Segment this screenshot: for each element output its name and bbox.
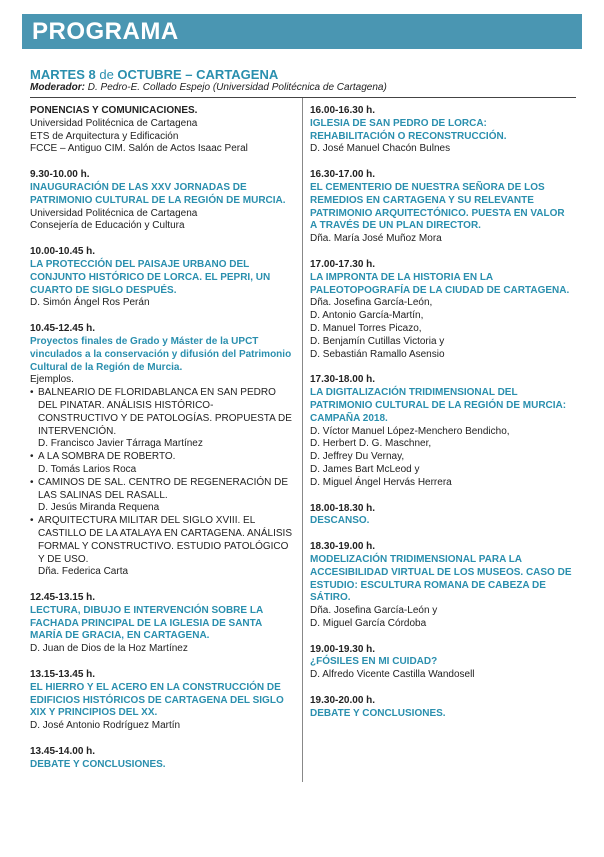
session-speaker: Dña. Josefina García-León,	[310, 297, 433, 309]
project-bullet	[30, 477, 292, 515]
session-speaker: Dña. Josefina García-León y	[310, 605, 438, 617]
session-item	[30, 323, 292, 579]
session-heading: DEBATE Y CONCLUSIONES.	[30, 758, 166, 770]
session-speaker: D. Alfredo Vicente Castilla Wandosell	[310, 669, 475, 681]
session-speaker: D. Antonio García-Martín,	[310, 310, 424, 322]
project-author: D. Tomás Larios Roca	[38, 463, 137, 475]
session-heading: MODELIZACIÓN TRIDIMENSIONAL PARA LA ACCESIBILIDAD VIRTUAL DE LOS MUSEOS. CASO DE ESTUDIO: ESCULTURA ROMANA DE CABEZA DE SÁTIRO.	[310, 553, 572, 604]
session-heading: LA DIGITALIZACIÓN TRIDIMENSIONAL DEL PATRIMONIO CULTURAL DE LA REGIÓN DE MURCIA: CAMPAÑA 2018.	[310, 387, 567, 424]
right-column	[310, 105, 572, 734]
programa-banner: PROGRAMA	[22, 14, 582, 49]
session-heading: EL HIERRO Y EL ACERO EN LA CONSTRUCCIÓN DE EDIFICIOS HISTÓRICOS DE CARTAGENA DEL SIGLO XIX Y PRINCIPIOS DEL XX.	[30, 681, 284, 719]
session-item	[30, 592, 292, 656]
session-time: 18.30-19.00 h.	[310, 541, 376, 553]
venue-line: FCCE – Antiguo CIM. Salón de Actos Isaac Peral	[30, 143, 248, 155]
session-speaker: Consejería de Educación y Cultura	[30, 220, 185, 232]
session-item	[310, 374, 572, 489]
project-author: D. Jesús Miranda Requena	[38, 502, 160, 514]
session-speaker: D. José Manuel Chacón Bulnes	[310, 143, 451, 155]
project-bullet	[30, 515, 292, 579]
project-author: Dña. Federica Carta	[38, 566, 129, 578]
session-speaker: D. Miguel García Córdoba	[310, 617, 427, 629]
venue-line: Universidad Politécnica de Cartagena	[30, 117, 198, 129]
left-column	[30, 105, 292, 785]
session-heading: DESCANSO.	[310, 515, 370, 527]
venue-line: ETS de Arquitectura y Edificación	[30, 130, 179, 142]
session-time: 19.00-19.30 h.	[310, 643, 376, 655]
session-speaker: D. Juan de Dios de la Hoz Martínez	[30, 643, 188, 655]
session-item	[30, 246, 292, 310]
session-item	[310, 259, 572, 361]
session-heading: LA IMPRONTA DE LA HISTORIA EN LA PALEOTOPOGRAFÍA DE LA CIUDAD DE CARTAGENA.	[310, 271, 570, 296]
day-title: MARTES 8 de OCTUBRE – CARTAGENA	[30, 67, 279, 82]
bullet-dot: •	[30, 515, 34, 527]
session-speaker: D. Simón Ángel Ros Perán	[30, 297, 150, 309]
session-heading: DEBATE Y CONCLUSIONES.	[310, 707, 446, 719]
session-speaker: Dña. María José Muñoz Mora	[310, 233, 442, 245]
session-heading: EL CEMENTERIO DE NUESTRA SEÑORA DE LOS REMEDIOS EN CARTAGENA Y SU RELEVANTE PATRIMONIO ARQUITECTÓNICO. PUESTA EN VALOR A TRAVÉS DE UN PLAN DIRECTOR.	[310, 181, 565, 232]
project-title: A LA SOMBRA DE ROBERTO.	[38, 451, 176, 463]
session-speaker: D. Herbert D. G. Maschner,	[310, 438, 432, 450]
session-item	[310, 169, 572, 246]
session-time: 17.30-18.00 h.	[310, 374, 376, 386]
moderator-line: Moderador: D. Pedro-E. Collado Espejo (Universidad Politécnica de Cartagena)	[30, 82, 387, 93]
session-time: 10.00-10.45 h.	[30, 246, 96, 258]
bullet-dot: •	[30, 451, 34, 463]
session-speaker: D. Sebastián Ramallo Asensio	[310, 348, 445, 360]
session-time: 16.30-17.00 h.	[310, 169, 376, 181]
session-item	[30, 746, 292, 772]
session-item	[310, 105, 572, 156]
session-heading: Proyectos finales de Grado y Máster de la UPCT vinculados a la conservación y difusión del Patrimonio Cultural de la Región de Murcia.	[30, 335, 292, 373]
project-bullet	[30, 451, 292, 477]
session-time: 10.45-12.45 h.	[30, 323, 96, 335]
session-heading: LA PROTECCIÓN DEL PAISAJE URBANO DEL CONJUNTO HISTÓRICO DE LORCA. EL PEPRI, UN CUARTO DE SIGLO DESPUÉS.	[30, 258, 271, 296]
session-speaker: D. Víctor Manuel López-Menchero Bendicho,	[310, 425, 510, 437]
session-item	[310, 541, 572, 631]
session-speaker: Universidad Politécnica de Cartagena	[30, 207, 198, 219]
session-speaker: D. Miguel Ángel Hervás Herrera	[310, 476, 452, 488]
session-heading: ¿FÓSILES EN MI CUIDAD?	[310, 656, 438, 668]
project-title: CAMINOS DE SAL. CENTRO DE REGENERACIÓN DE LAS SALINAS DEL RASALL.	[38, 476, 289, 501]
session-item	[310, 503, 572, 529]
session-time: 13.15-13.45 h.	[30, 669, 96, 681]
session-time: 18.00-18.30 h.	[310, 502, 376, 514]
session-speaker: D. José Antonio Rodríguez Martín	[30, 720, 181, 732]
session-item	[30, 169, 292, 233]
session-time: 17.00-17.30 h.	[310, 258, 376, 270]
session-heading: IGLESIA DE SAN PEDRO DE LORCA: REHABILITACIÓN O RECONSTRUCCIÓN.	[310, 117, 507, 142]
bullet-dot: •	[30, 476, 34, 488]
project-author: D. Francisco Javier Tárraga Martínez	[38, 438, 203, 450]
session-time: 16.00-16.30 h.	[310, 105, 376, 116]
session-time: 13.45-14.00 h.	[30, 746, 96, 758]
session-speaker: D. Jeffrey Du Vernay,	[310, 451, 405, 463]
project-title: ARQUITECTURA MILITAR DEL SIGLO XVIII. EL CASTILLO DE LA ATALAYA EN CARTAGENA. ANÁLISIS FORMAL Y CONSTRUCTIVO. ESTUDIO PATOLÓGICO Y DE USO.	[38, 515, 292, 565]
session-item	[30, 669, 292, 733]
project-bullet	[30, 387, 292, 451]
session-heading: LECTURA, DIBUJO E INTERVENCIÓN SOBRE LA FACHADA PRINCIPAL DE LA IGLESIA DE SANTA MARÍA DE GRACIA, EN CARTAGENA.	[30, 604, 263, 642]
session-item	[310, 695, 572, 721]
top-divider	[30, 97, 576, 98]
session-time: 19.30-20.00 h.	[310, 695, 376, 707]
bullet-dot: •	[30, 387, 34, 399]
project-title: BALNEARIO DE FLORIDABLANCA EN SAN PEDRO DEL PINATAR. ANÁLISIS HISTÓRICO-CONSTRUCTIVO Y DE PATOLOGÍAS. PROPUESTA DE INTERVENCIÓN.	[38, 387, 292, 437]
session-speaker: D. James Bart McLeod y	[310, 463, 420, 475]
ponencias-title: PONENCIAS Y COMUNICACIONES.	[30, 105, 198, 116]
ponencias-block	[30, 105, 292, 156]
session-speaker: D. Benjamín Cutillas Victoria y	[310, 335, 445, 347]
session-item	[310, 644, 572, 682]
session-time: 9.30-10.00 h.	[30, 169, 90, 181]
session-speaker: D. Manuel Torres Picazo,	[310, 322, 422, 334]
session-time: 12.45-13.15 h.	[30, 592, 96, 604]
examples-intro: Ejemplos.	[30, 374, 74, 386]
session-heading: INAUGURACIÓN DE LAS XXV JORNADAS DE PATRIMONIO CULTURAL DE LA REGIÓN DE MURCIA.	[30, 181, 286, 206]
column-divider	[302, 98, 303, 782]
